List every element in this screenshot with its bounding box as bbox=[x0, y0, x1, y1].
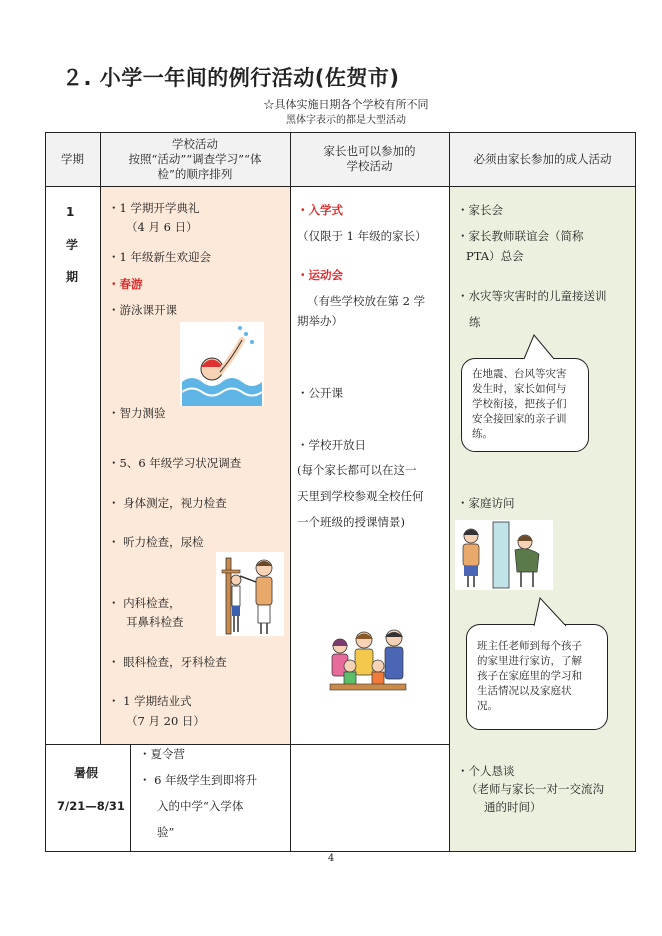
term-label-3: 期 bbox=[66, 270, 79, 284]
school-item: ・ 内科检查， bbox=[108, 596, 181, 610]
header-parent: 家长也可以参加的 学校活动 bbox=[323, 144, 416, 173]
header-school: 学校活动 按照“活动”“调查学习”“体 检”的顺序排列 bbox=[128, 136, 262, 181]
parent-item: 天里到学校参观全校任何 bbox=[297, 489, 424, 503]
school-item: ・ 1 学期结业式 bbox=[108, 694, 192, 708]
header-term: 学期 bbox=[61, 151, 84, 166]
adult-column-bg bbox=[449, 186, 636, 851]
parent-item-major: ・入学式 bbox=[297, 203, 343, 217]
school-item: ・1 学期开学典礼 bbox=[108, 201, 200, 215]
adult-item: PTA）总会 bbox=[466, 249, 524, 263]
summer-item: 入的中学“入学体 bbox=[157, 799, 244, 813]
parent-item: ・公开课 bbox=[297, 386, 343, 400]
school-item: ・ 眼科检查，牙科检查 bbox=[108, 655, 227, 669]
adult-item: 练 bbox=[469, 315, 481, 329]
summer-item: 验” bbox=[157, 825, 175, 839]
school-item: （4 月 6 日） bbox=[126, 220, 198, 234]
adult-item: ・家长教师联谊会（简称 bbox=[457, 229, 584, 243]
height-measurement-illustration bbox=[216, 552, 284, 636]
speech-bubble-home-visit: 班主任老师到每个孩子 的家里进行家访，了解 孩子在家庭里的学习和 生活情况以及家庭状 况。 bbox=[466, 624, 608, 730]
adult-item: ・家庭访问 bbox=[457, 496, 515, 510]
adult-item: ・水灾等灾害时的儿童接送训 bbox=[457, 289, 607, 303]
parent-item: 期举办） bbox=[297, 314, 343, 328]
summer-label: 暑假 bbox=[74, 766, 99, 780]
page-number: 4 bbox=[327, 853, 335, 864]
school-item-major: ・春游 bbox=[108, 277, 143, 291]
adult-item: （老师与家长一对一交流沟 bbox=[466, 782, 604, 796]
adult-item: ・家长会 bbox=[457, 203, 503, 217]
parent-item: （有些学校放在第 2 学 bbox=[307, 294, 426, 308]
parent-item: 一个班级的授课情景) bbox=[297, 515, 405, 529]
parent-item-major: ・运动会 bbox=[297, 268, 343, 282]
term-label-1: 1 bbox=[66, 205, 75, 219]
parent-item: (每个家长都可以在这一 bbox=[297, 463, 417, 477]
home-visit-illustration bbox=[455, 520, 553, 590]
summer-item: ・夏令营 bbox=[139, 747, 185, 761]
header-adult: 必须由家长参加的成人活动 bbox=[473, 151, 612, 166]
summer-dates: 7/21—8/31 bbox=[57, 799, 125, 813]
school-item: ・5、6 年级学习状况调查 bbox=[108, 456, 242, 470]
school-item: ・智力测验 bbox=[108, 406, 166, 420]
parent-item: ・学校开放日 bbox=[297, 438, 366, 452]
page-title: ２. 小学一年间的例行活动(佐贺市) bbox=[62, 66, 400, 90]
term-label-2: 学 bbox=[66, 238, 79, 252]
school-item: 耳鼻科检查 bbox=[126, 615, 184, 629]
subtitle-note: ☆具体实施日期各个学校有所不同 bbox=[263, 98, 429, 111]
family-illustration bbox=[326, 626, 410, 696]
school-item: ・1 年级新生欢迎会 bbox=[108, 250, 211, 264]
bubble-tail-icon bbox=[530, 597, 570, 627]
school-item: （7 月 20 日） bbox=[126, 714, 205, 728]
adult-item: 通的时间） bbox=[484, 800, 542, 814]
parent-item: （仅限于 1 年级的家长） bbox=[297, 229, 427, 243]
speech-bubble-drill: 在地震、台风等灾害 发生时，家长如何与 学校衔接，把孩子们 安全接回家的亲子训 练。 bbox=[461, 358, 589, 452]
school-item: ・ 身体测定，视力检查 bbox=[108, 496, 227, 510]
swimmer-illustration bbox=[180, 322, 264, 406]
school-item: ・游泳课开课 bbox=[108, 303, 177, 317]
summer-item: ・ 6 年级学生到即将升 bbox=[139, 773, 258, 787]
school-item: ・ 听力检查，尿检 bbox=[108, 535, 204, 549]
subtitle-legend: 黑体字表示的都是大型活动 bbox=[286, 115, 406, 126]
adult-item: ・个人恳谈 bbox=[457, 764, 515, 778]
bubble-tail-icon bbox=[520, 334, 560, 360]
